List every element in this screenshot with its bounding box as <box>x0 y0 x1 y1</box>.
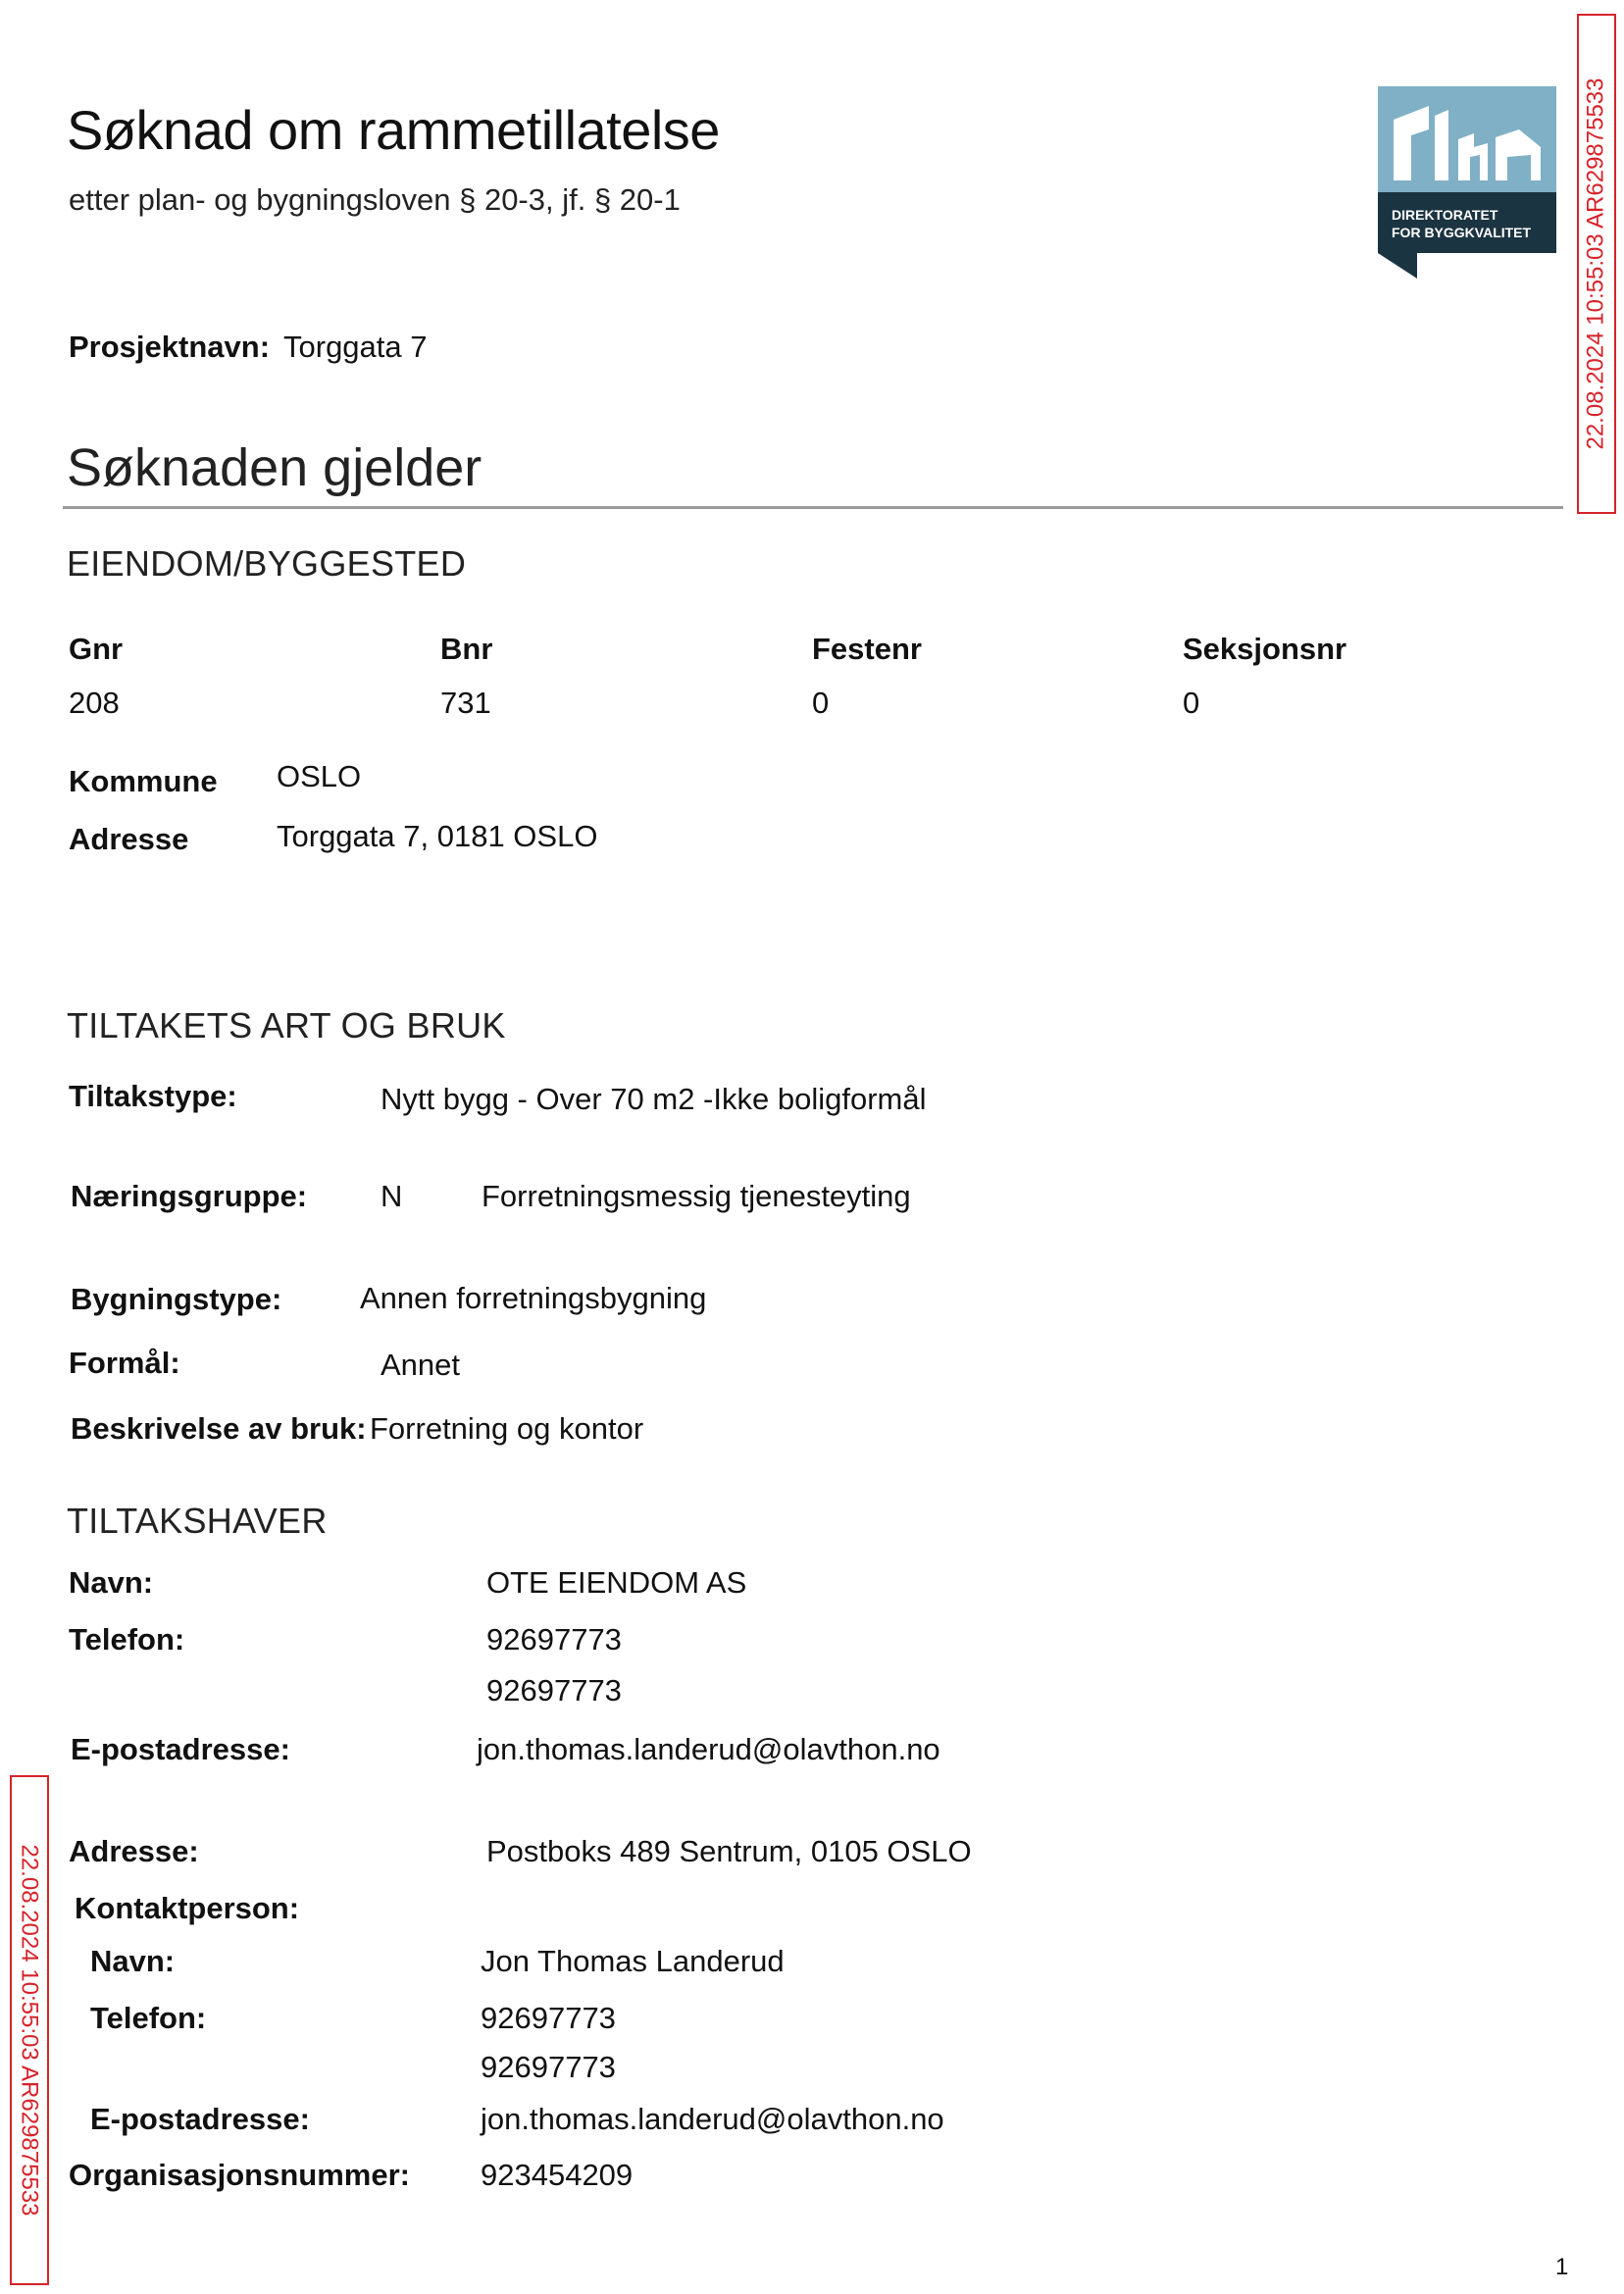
festenr-value: 0 <box>812 686 830 720</box>
timestamp-stamp-text: 22.08.2024 10:55:03 AR629875533 <box>1583 77 1609 450</box>
kontakt-epost-label: E-postadresse: <box>90 2102 310 2136</box>
kommune-value: OSLO <box>277 759 362 793</box>
dibk-logo <box>1378 86 1556 279</box>
tiltakshaver-navn-label: Navn: <box>69 1565 154 1600</box>
logo-text-line1: DIREKTORATET <box>1392 207 1498 223</box>
formal-label: Formål: <box>69 1346 180 1380</box>
bygningstype-label: Bygningstype: <box>71 1282 282 1316</box>
formal-value: Annet <box>381 1348 461 1382</box>
tiltakshaver-epost-label: E-postadresse: <box>71 1732 290 1766</box>
tiltakstype-label: Tiltakstype: <box>69 1079 237 1113</box>
tiltakshaver-navn-value: OTE EIENDOM AS <box>486 1565 747 1600</box>
dibk-logo-graphic <box>1378 86 1556 279</box>
seksjonsnr-label: Seksjonsnr <box>1183 632 1347 666</box>
section-title: Søknaden gjelder <box>67 438 482 497</box>
page-number: 1 <box>1555 2254 1569 2280</box>
tiltak-heading: TILTAKETS ART OG BRUK <box>67 1005 506 1045</box>
bygningstype-value: Annen forretningsbygning <box>360 1281 707 1315</box>
gnr-value: 208 <box>69 686 120 720</box>
tiltakshaver-telefon-value-2: 92697773 <box>486 1673 622 1708</box>
adresse-label: Adresse <box>69 822 189 856</box>
kontakt-telefon-value-1: 92697773 <box>481 2001 616 2035</box>
tiltakshaver-epost-value: jon.thomas.landerud@olavthon.no <box>477 1732 940 1766</box>
tiltakshaver-telefon-value-1: 92697773 <box>486 1622 622 1657</box>
logo-text-line2: FOR BYGGKVALITET <box>1392 225 1532 240</box>
tiltakshaver-heading: TILTAKSHAVER <box>67 1501 328 1541</box>
kontaktperson-label: Kontaktperson: <box>75 1891 300 1925</box>
bnr-value: 731 <box>440 686 491 720</box>
document-title: Søknad om rammetillatelse <box>67 99 720 161</box>
kontakt-navn-value: Jon Thomas Landerud <box>481 1944 785 1978</box>
orgnr-label: Organisasjonsnummer: <box>69 2158 410 2192</box>
timestamp-stamp-right <box>1577 14 1616 514</box>
tiltakstype-value: Nytt bygg - Over 70 m2 -Ikke boligformål <box>381 1082 927 1116</box>
property-heading: EIENDOM/BYGGESTED <box>67 543 467 584</box>
kontakt-telefon-value-2: 92697773 <box>481 2050 616 2084</box>
kommune-label: Kommune <box>69 764 218 798</box>
section-divider <box>63 506 1563 509</box>
festenr-label: Festenr <box>812 632 922 666</box>
beskrivelse-label: Beskrivelse av bruk: <box>71 1411 367 1446</box>
project-label: Prosjektnavn: <box>69 330 271 364</box>
project-value: Torggata 7 <box>283 330 428 364</box>
tiltakshaver-telefon-label: Telefon: <box>69 1622 185 1657</box>
naeringsgruppe-label: Næringsgruppe: <box>71 1179 308 1213</box>
beskrivelse-value: Forretning og kontor <box>370 1411 644 1446</box>
orgnr-value: 923454209 <box>481 2158 634 2192</box>
naeringsgruppe-code: N <box>381 1179 403 1213</box>
timestamp-stamp-text: 22.08.2024 10:55:03 AR629875533 <box>17 1844 43 2217</box>
naeringsgruppe-value: Forretningsmessig tjenesteyting <box>482 1179 911 1213</box>
tiltakshaver-adresse-value: Postboks 489 Sentrum, 0105 OSLO <box>486 1834 972 1868</box>
timestamp-stamp-left <box>10 1775 49 2285</box>
adresse-value: Torggata 7, 0181 OSLO <box>277 819 598 853</box>
gnr-label: Gnr <box>69 632 124 666</box>
tiltakshaver-adresse-label: Adresse: <box>69 1834 199 1868</box>
bnr-label: Bnr <box>440 632 493 666</box>
kontakt-telefon-label: Telefon: <box>90 2001 207 2035</box>
document-subtitle: etter plan- og bygningsloven § 20-3, jf. § 20-1 <box>69 182 681 217</box>
seksjonsnr-value: 0 <box>1183 686 1200 720</box>
kontakt-epost-value: jon.thomas.landerud@olavthon.no <box>481 2102 944 2136</box>
kontakt-navn-label: Navn: <box>90 1944 176 1978</box>
